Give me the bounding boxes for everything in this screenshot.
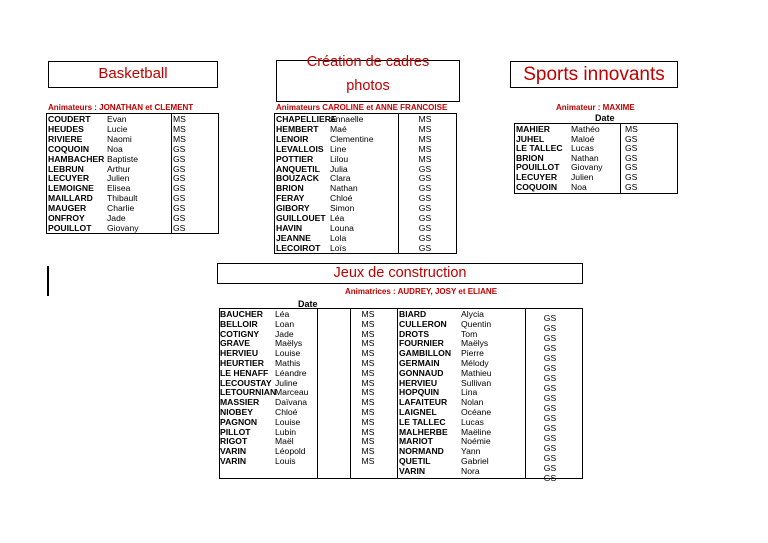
student-level: MS (173, 123, 186, 134)
student-lastname: JUHEL (516, 133, 545, 144)
student-lastname: LAIGNEL (399, 407, 437, 417)
student-firstname: Thibault (107, 193, 138, 204)
student-level: MS (361, 377, 375, 388)
student-level: GS (543, 393, 557, 403)
student-lastname: LE TALLEC (516, 143, 563, 154)
student-firstname: Jade (275, 328, 294, 339)
student-lastname: COQUOIN (516, 181, 558, 192)
student-lastname: LEBRUN (48, 163, 84, 174)
student-row (275, 213, 456, 223)
student-lastname: FOURNIER (399, 338, 444, 349)
student-lastname: LECUYER (48, 173, 90, 184)
student-firstname: Louis (275, 456, 296, 466)
student-lastname: BELLOIR (220, 318, 258, 329)
student-row (275, 164, 456, 174)
student-firstname: Lucas (571, 143, 594, 154)
student-firstname: Loïs (330, 242, 347, 253)
student-firstname: Daïvana (275, 397, 308, 408)
student-level: MS (361, 456, 375, 466)
student-firstname: Loan (275, 318, 295, 329)
student-row (275, 124, 456, 134)
basketball-title-box (48, 61, 218, 88)
student-row (47, 134, 218, 144)
student-row (515, 172, 677, 182)
student-level: GS (173, 183, 186, 194)
student-lastname: NORMAND (399, 446, 444, 457)
construction-title-box (217, 263, 583, 284)
student-firstname: Julien (571, 172, 594, 182)
student-lastname: LECOIROT (276, 242, 321, 253)
student-firstname: Noa (571, 181, 587, 192)
student-firstname: Léa (275, 309, 290, 319)
student-row (220, 427, 582, 437)
student-lastname: LE HENAFF (220, 367, 269, 378)
student-firstname: Nathan (571, 152, 599, 163)
student-level: GS (173, 163, 186, 174)
student-level: GS (543, 423, 557, 433)
student-row (220, 348, 582, 358)
student-firstname: Maëlys (275, 338, 303, 349)
student-lastname: POUILLOT (48, 222, 92, 233)
student-level: MS (361, 397, 375, 408)
student-lastname: RIGOT (220, 436, 248, 447)
student-level: GS (543, 323, 557, 333)
student-firstname: Lola (330, 232, 347, 243)
student-lastname: RIVIERE (48, 133, 83, 144)
student-row (220, 417, 582, 427)
student-level: GS (543, 443, 557, 453)
student-lastname: VARIN (220, 456, 247, 466)
student-level: GS (418, 242, 432, 253)
student-level: GS (543, 353, 557, 363)
student-lastname: GIBORY (276, 203, 310, 214)
student-firstname: Giovany (107, 222, 139, 233)
student-level: GS (418, 193, 432, 204)
student-firstname: Annaelle (330, 114, 364, 124)
student-firstname: Noémie (461, 436, 491, 447)
student-level: GS (173, 222, 186, 233)
student-level: GS (543, 363, 557, 373)
student-row (275, 183, 456, 193)
student-row (515, 134, 677, 144)
student-firstname: Elisea (107, 183, 131, 194)
student-lastname: MALHERBE (399, 426, 448, 437)
student-row (220, 358, 582, 368)
student-level: MS (361, 436, 375, 447)
student-lastname: BRION (516, 152, 544, 163)
student-level: MS (361, 358, 375, 368)
student-lastname: HOPQUIN (399, 387, 440, 398)
student-row (515, 153, 677, 163)
student-level: MS (418, 153, 432, 164)
student-level: GS (543, 473, 557, 483)
cadres-title-line1: Création de cadres (306, 53, 430, 70)
student-row (275, 203, 456, 213)
sports-table (514, 123, 678, 194)
student-lastname: CULLERON (399, 318, 447, 329)
student-row (220, 436, 582, 446)
student-row (275, 173, 456, 183)
student-row (220, 446, 582, 456)
student-row (275, 233, 456, 243)
student-firstname: Gabriel (461, 456, 489, 466)
student-level: MS (361, 367, 375, 378)
student-level: MS (361, 446, 375, 457)
student-level: GS (543, 383, 557, 393)
student-level: MS (361, 338, 375, 349)
student-lastname: LECOUSTAY (220, 377, 272, 388)
student-lastname: BOUZACK (276, 173, 319, 184)
student-firstname: Nora (461, 465, 480, 476)
student-firstname: Juline (275, 377, 298, 388)
student-level: MS (625, 124, 638, 134)
basketball-title: Basketball (98, 65, 168, 83)
student-lastname: VARIN (399, 465, 426, 476)
student-lastname: HEMBERT (276, 123, 319, 134)
student-level: MS (173, 133, 186, 144)
student-level: GS (418, 232, 432, 243)
student-row (47, 124, 218, 134)
student-lastname: COQUOIN (48, 143, 90, 154)
student-firstname: Naomi (107, 133, 132, 144)
student-level: MS (361, 309, 375, 319)
student-firstname: Lilou (330, 153, 349, 164)
student-lastname: MAHIER (516, 124, 550, 134)
student-firstname: Charlie (107, 203, 135, 214)
student-firstname: Océane (461, 407, 492, 417)
basketball-table (46, 113, 219, 234)
student-level: MS (361, 318, 375, 329)
student-firstname: Louna (330, 222, 354, 233)
student-level: GS (543, 373, 557, 383)
student-level: GS (543, 413, 557, 423)
student-firstname: Maël (275, 436, 294, 447)
sports-title-box (510, 61, 678, 88)
student-firstname: Julien (107, 173, 130, 184)
student-row (220, 329, 582, 339)
student-level: GS (173, 173, 186, 184)
student-firstname: Jade (107, 213, 126, 223)
student-lastname: LEMOIGNE (48, 183, 94, 194)
student-firstname: Mélody (461, 358, 489, 368)
student-level: GS (625, 172, 638, 182)
basketball-animators: Animateurs : JONATHAN et CLEMENT (48, 103, 194, 112)
student-row (220, 407, 582, 417)
student-row (220, 456, 582, 466)
student-firstname: Lubin (275, 426, 297, 437)
student-lastname: GERMAIN (399, 358, 440, 368)
student-firstname: Julia (330, 163, 348, 174)
student-lastname: VARIN (220, 446, 247, 457)
student-firstname: Sullivan (461, 377, 492, 388)
sports-animators: Animateur : MAXIME (556, 103, 635, 112)
cadres-title-line2: photos (346, 78, 390, 94)
student-lastname: COUDERT (48, 114, 91, 124)
student-lastname: GONNAUD (399, 367, 444, 378)
student-firstname: Giovany (571, 162, 603, 173)
student-lastname: HERVIEU (220, 348, 259, 359)
student-lastname: POTTIER (276, 153, 314, 164)
student-firstname: Simon (330, 203, 355, 214)
student-level: GS (418, 183, 432, 194)
student-lastname: LETOURNIAN (220, 387, 277, 398)
student-firstname: Alycia (461, 309, 484, 319)
student-firstname: Léa (330, 213, 345, 223)
student-level: GS (418, 173, 432, 184)
student-lastname: LE TALLEC (399, 416, 446, 427)
student-firstname: Lucie (107, 123, 128, 134)
student-level: GS (625, 162, 638, 173)
student-firstname: Quentin (461, 318, 492, 329)
construction-table (219, 308, 583, 483)
student-lastname: LENOIR (276, 133, 309, 144)
sports-title: Sports innovants (523, 63, 665, 85)
student-row (47, 114, 218, 124)
left-margin-bar (47, 266, 49, 296)
student-firstname: Mathieu (461, 367, 492, 378)
student-level: GS (543, 463, 557, 473)
student-lastname: MAILLARD (48, 193, 93, 204)
student-row (220, 309, 582, 319)
student-row (47, 144, 218, 154)
student-lastname: CHAPELLIERE (276, 114, 337, 124)
student-firstname: Maloé (571, 133, 595, 144)
student-firstname: Mathis (275, 358, 301, 368)
construction-right-levels (535, 313, 565, 483)
student-lastname: NIOBEY (220, 407, 253, 417)
student-lastname: MAUGER (48, 203, 87, 214)
student-lastname: ANQUETIL (276, 163, 320, 174)
student-firstname: Léandre (275, 367, 307, 378)
student-row (220, 368, 582, 378)
student-level: GS (543, 433, 557, 443)
student-lastname: HEURTIER (220, 358, 264, 368)
student-firstname: Baptiste (107, 153, 139, 164)
construction-animators: Animatrices : AUDREY, JOSY et ELIANE (345, 287, 498, 296)
student-firstname: Lina (461, 387, 478, 398)
student-lastname: LAFAITEUR (399, 397, 448, 408)
student-firstname: Noa (107, 143, 123, 154)
construction-title: Jeux de construction (333, 265, 467, 282)
student-firstname: Léopold (275, 446, 306, 457)
student-firstname: Nathan (330, 183, 358, 194)
student-lastname: HAMBACHER (48, 153, 105, 164)
student-lastname: JEANNE (276, 232, 311, 243)
student-row (275, 134, 456, 144)
student-lastname: HAVIN (276, 222, 303, 233)
student-row (47, 213, 218, 223)
cadres-table (274, 113, 457, 254)
student-level: GS (625, 152, 638, 163)
student-level: GS (418, 213, 432, 223)
student-firstname: Maëline (461, 426, 492, 437)
student-firstname: Clara (330, 173, 351, 184)
student-row (47, 223, 218, 233)
student-lastname: PAGNON (220, 416, 258, 427)
student-level: GS (543, 343, 557, 353)
student-firstname: Line (330, 143, 347, 154)
student-level: GS (543, 333, 557, 343)
student-row (47, 154, 218, 164)
student-lastname: HEUDES (48, 123, 84, 134)
student-lastname: ONFROY (48, 213, 85, 223)
student-firstname: Maëlys (461, 338, 489, 349)
student-row (47, 164, 218, 174)
student-level: GS (173, 193, 186, 204)
student-row (275, 144, 456, 154)
student-row (220, 378, 582, 388)
student-firstname: Marceau (275, 387, 309, 398)
student-lastname: DROTS (399, 328, 430, 339)
student-level: GS (418, 203, 432, 214)
student-level: MS (418, 114, 432, 124)
student-firstname: Mathéo (571, 124, 600, 134)
student-firstname: Chloé (330, 193, 353, 204)
student-row (515, 124, 677, 134)
student-lastname: GAMBILLON (399, 348, 452, 359)
student-firstname: Evan (107, 114, 127, 124)
student-row (220, 387, 582, 397)
student-level: GS (173, 213, 186, 223)
student-level: MS (361, 387, 375, 398)
student-lastname: QUETIL (399, 456, 431, 466)
student-firstname: Maé (330, 123, 347, 134)
student-row (275, 193, 456, 203)
student-lastname: BAUCHER (220, 309, 263, 319)
student-lastname: MARIOT (399, 436, 433, 447)
student-firstname: Nolan (461, 397, 484, 408)
student-lastname: FERAY (276, 193, 305, 204)
student-lastname: HERVIEU (399, 377, 438, 388)
student-row (220, 319, 582, 329)
student-firstname: Pierre (461, 348, 484, 359)
student-row (275, 154, 456, 164)
student-level: GS (418, 222, 432, 233)
student-firstname: Arthur (107, 163, 131, 174)
student-lastname: GRAVE (220, 338, 250, 349)
student-level: GS (418, 163, 432, 174)
student-level: MS (361, 416, 375, 427)
student-level: GS (543, 453, 557, 463)
student-lastname: LECUYER (516, 172, 558, 182)
student-level: GS (173, 143, 186, 154)
student-level: MS (361, 348, 375, 359)
student-level: GS (173, 203, 186, 214)
student-row (515, 162, 677, 172)
student-row (220, 466, 582, 476)
student-lastname: PILLOT (220, 426, 251, 437)
student-firstname: Lucas (461, 416, 484, 427)
student-level: GS (543, 313, 557, 323)
student-row (220, 397, 582, 407)
student-row (47, 183, 218, 193)
student-firstname: Tom (461, 328, 478, 339)
student-level: MS (361, 426, 375, 437)
student-level: GS (625, 133, 638, 144)
student-row (515, 182, 677, 192)
student-row (47, 193, 218, 203)
construction-date-label: Date (298, 299, 318, 309)
sports-date-label: Date (595, 113, 615, 123)
student-row (515, 143, 677, 153)
student-lastname: BIARD (399, 309, 427, 319)
cadres-title-box (276, 53, 460, 102)
student-row (47, 203, 218, 213)
student-level: MS (418, 123, 432, 134)
student-level: GS (625, 143, 638, 154)
student-row (47, 173, 218, 183)
student-level: MS (418, 143, 432, 154)
student-lastname: LEVALLOIS (276, 143, 324, 154)
student-row (275, 114, 456, 124)
student-level: GS (543, 403, 557, 413)
student-firstname: Clementine (330, 133, 374, 144)
student-level: MS (361, 407, 375, 417)
student-row (220, 338, 582, 348)
student-level: GS (173, 153, 186, 164)
student-row (275, 223, 456, 233)
student-lastname: MASSIER (220, 397, 260, 408)
student-firstname: Louise (275, 348, 301, 359)
student-level: MS (173, 114, 186, 124)
student-lastname: COTIGNY (220, 328, 260, 339)
student-lastname: GUILLOUET (276, 213, 326, 223)
student-firstname: Chloé (275, 407, 298, 417)
student-level: MS (418, 133, 432, 144)
cadres-animators: Animateurs CAROLINE et ANNE FRANCOISE (276, 103, 448, 112)
student-level: MS (361, 328, 375, 339)
student-firstname: Yann (461, 446, 481, 457)
student-firstname: Louise (275, 416, 301, 427)
student-row (275, 243, 456, 253)
student-lastname: BRION (276, 183, 304, 194)
student-level: GS (625, 181, 638, 192)
student-lastname: POUILLOT (516, 162, 560, 173)
